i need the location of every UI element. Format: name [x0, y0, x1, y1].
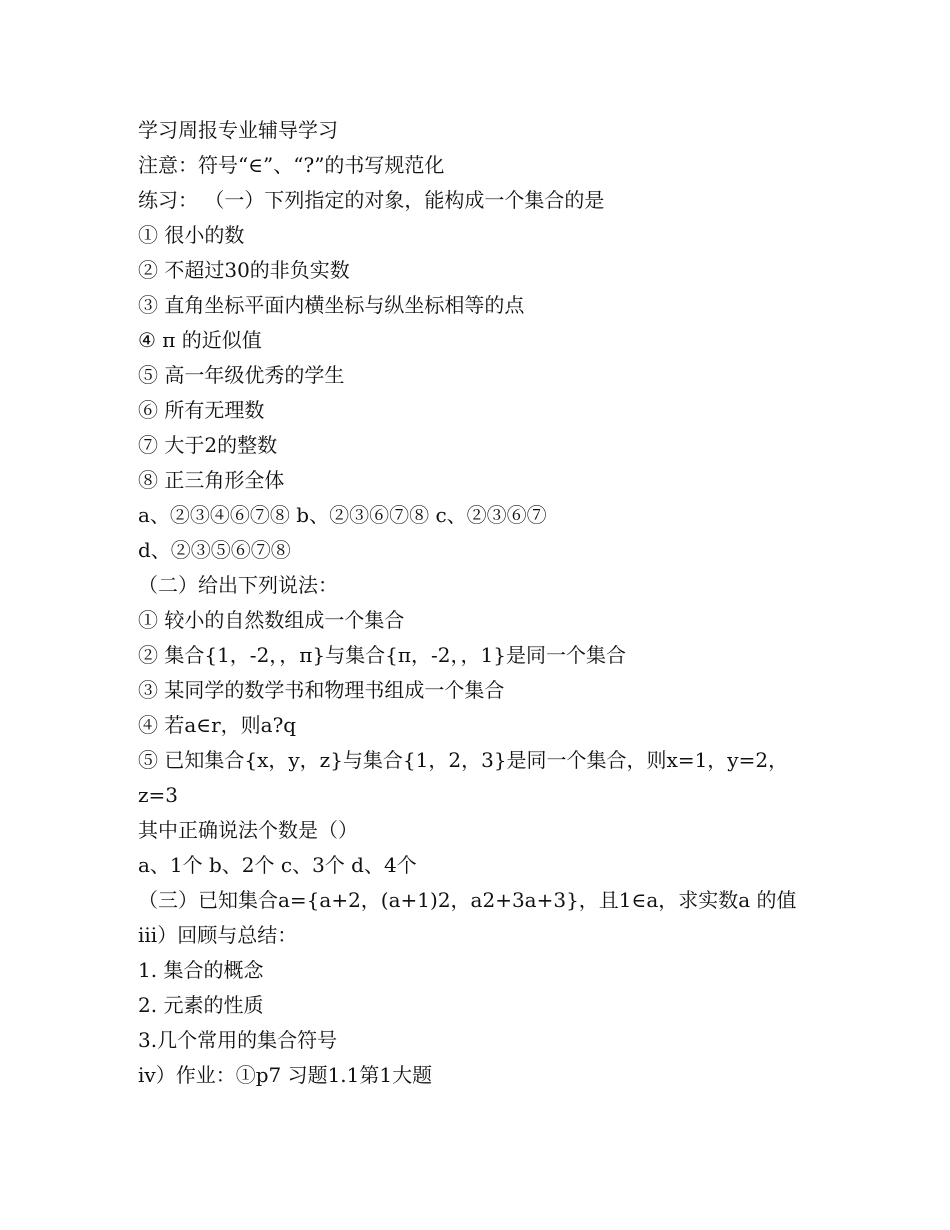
document-body — [138, 113, 818, 1093]
exercise-two-item-3: ③ 某同学的数学书和物理书组成一个集合 — [138, 678, 505, 702]
exercise-one-item-7: ⑦ 大于2的整数 — [138, 433, 278, 457]
exercise-two-item-1: ① 较小的自然数组成一个集合 — [138, 608, 405, 632]
exercise-two-prompt: （二）给出下列说法： — [138, 573, 338, 597]
exercise-two-item-2: ② 集合{1，-2，，π}与集合{π，-2，，1}是同一个集合 — [138, 643, 626, 667]
exercise-one-item-8: ⑧ 正三角形全体 — [138, 468, 285, 492]
exercise-two-question: 其中正确说法个数是（） — [138, 818, 358, 842]
review-item-2: 2. 元素的性质 — [138, 993, 264, 1017]
review-item-1: 1. 集合的概念 — [138, 958, 264, 982]
exercise-one-options-abc: a、②③④⑥⑦⑧ b、②③⑥⑦⑧ c、②③⑥⑦ — [138, 503, 547, 527]
homework-line: iv）作业：①p7 习题1.1第1大题 — [138, 1063, 433, 1087]
exercise-one-option-d: d、②③⑤⑥⑦⑧ — [138, 538, 291, 562]
exercise-one-item-5: ⑤ 高一年级优秀的学生 — [138, 363, 345, 387]
exercise-two-item-4: ④ 若a∈r，则a?q — [138, 713, 297, 737]
exercise-two-options: a、1个 b、2个 c、3个 d、4个 — [138, 853, 417, 877]
exercise-one-item-6: ⑥ 所有无理数 — [138, 398, 265, 422]
exercise-one-item-2: ② 不超过30的非负实数 — [138, 258, 350, 282]
doc-heading: 学习周报专业辅导学习 — [138, 118, 338, 142]
exercise-one-prompt: 练习： （一）下列指定的对象，能构成一个集合的是 — [138, 188, 605, 212]
review-heading: iii）回顾与总结： — [138, 923, 298, 947]
exercise-two-item-5: ⑤ 已知集合{x，y，z}与集合{1，2，3}是同一个集合，则x=1，y=2，z=3 — [138, 748, 789, 807]
review-item-3: 3.几个常用的集合符号 — [138, 1028, 338, 1052]
exercise-one-item-3: ③ 直角坐标平面内横坐标与纵坐标相等的点 — [138, 293, 525, 317]
note-line: 注意：符号“∈”、“?”的书写规范化 — [138, 153, 445, 177]
exercise-one-item-1: ① 很小的数 — [138, 223, 245, 247]
exercise-one-item-4: ④ π 的近似值 — [138, 328, 262, 352]
exercise-three: （三）已知集合a={a+2，(a+1)2，a2+3a+3}，且1∈a，求实数a 的值 — [138, 888, 797, 912]
